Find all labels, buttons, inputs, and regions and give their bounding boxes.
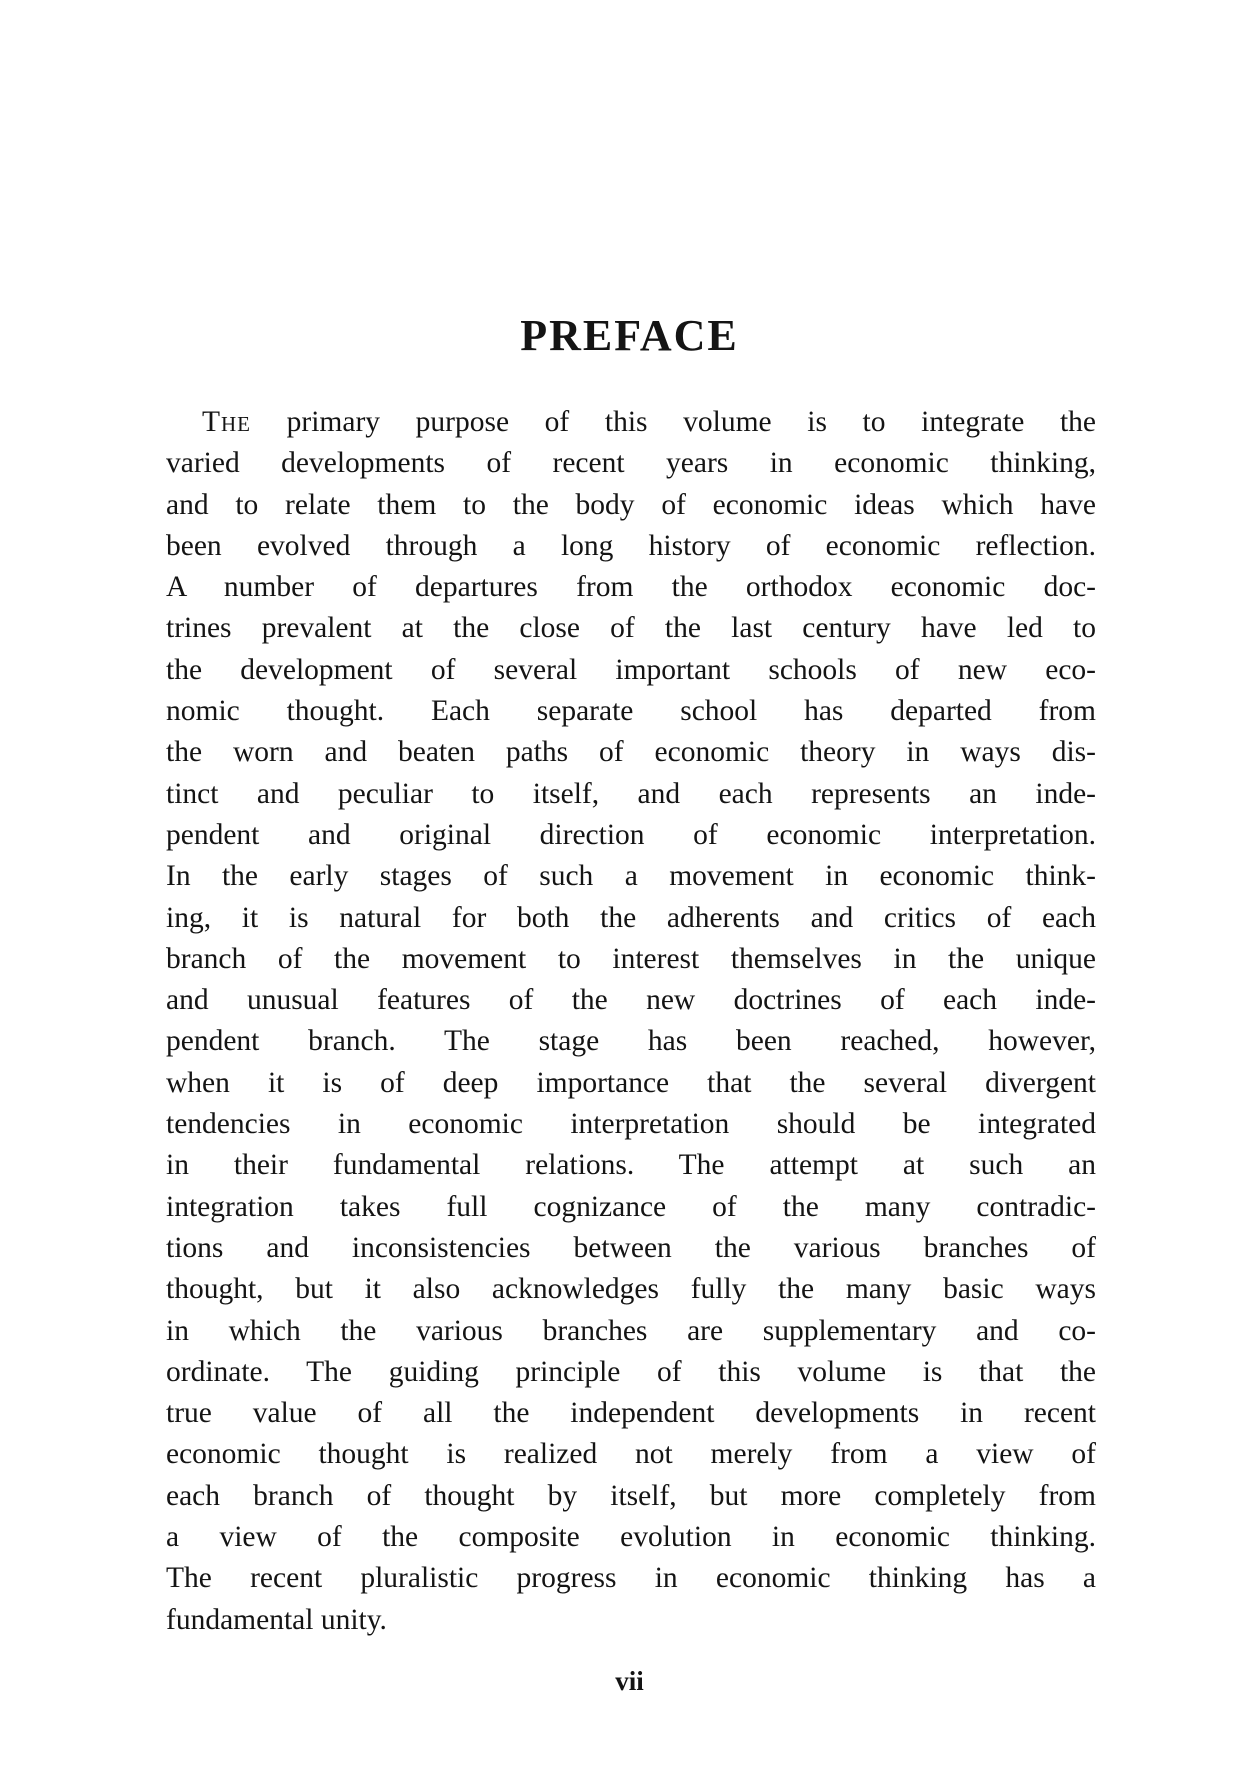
text-line: ing, it is natural for both the adherents and critics of each — [166, 901, 1096, 934]
text-line: The recent pluralistic progress in economic thinking has a — [166, 1562, 1096, 1595]
text-line: In the early stages of such a movement in economic think- — [166, 860, 1096, 893]
preface-paragraph — [166, 402, 1096, 1641]
text-line: economic thought is realized not merely from a view of — [166, 1438, 1096, 1471]
text-line: a view of the composite evolution in economic thinking. — [166, 1521, 1096, 1554]
text-line: the worn and beaten paths of economic theory in ways dis- — [166, 736, 1096, 769]
first-word-small-caps: The — [202, 406, 252, 438]
text-line: true value of all the independent developments in recent — [166, 1397, 1096, 1430]
text-line: each branch of thought by itself, but more completely from — [166, 1479, 1096, 1512]
text-line: pendent branch. The stage has been reached, however, — [166, 1025, 1096, 1058]
text-line — [166, 402, 1096, 443]
text-line: in which the various branches are supplementary and co- — [166, 1314, 1096, 1347]
page-number: vii — [615, 1666, 644, 1696]
text-line: fundamental unity. — [166, 1603, 387, 1636]
text-line: varied developments of recent years in economic thinking, — [166, 447, 1096, 480]
text-line: tinct and peculiar to itself, and each represents an inde- — [166, 777, 1096, 810]
text-line: pendent and original direction of economic interpretation. — [166, 818, 1096, 851]
page-title: PREFACE — [520, 311, 739, 360]
text-line: the development of several important schools of new eco- — [166, 653, 1096, 686]
text-line-content: primary purpose of this volume is to integrate the — [251, 406, 1096, 438]
text-line: nomic thought. Each separate school has departed from — [166, 695, 1096, 728]
text-line: integration takes full cognizance of the many contradic- — [166, 1190, 1096, 1223]
text-line: tions and inconsistencies between the various branches of — [166, 1231, 1096, 1264]
text-line: and to relate them to the body of economic ideas which have — [166, 488, 1096, 521]
text-line: and unusual features of the new doctrines of each inde- — [166, 984, 1096, 1017]
text-line: in their fundamental relations. The attempt at such an — [166, 1149, 1096, 1182]
text-line: A number of departures from the orthodox economic doc- — [166, 571, 1096, 604]
text-line: been evolved through a long history of economic reflection. — [166, 529, 1096, 562]
text-line: ordinate. The guiding principle of this volume is that the — [166, 1355, 1096, 1388]
text-line: when it is of deep importance that the several divergent — [166, 1066, 1096, 1099]
text-line: thought, but it also acknowledges fully the many basic ways — [166, 1273, 1096, 1306]
text-line: tendencies in economic interpretation should be integrated — [166, 1108, 1096, 1141]
text-line: branch of the movement to interest themselves in the unique — [166, 942, 1096, 975]
text-line: trines prevalent at the close of the last century have led to — [166, 612, 1096, 645]
